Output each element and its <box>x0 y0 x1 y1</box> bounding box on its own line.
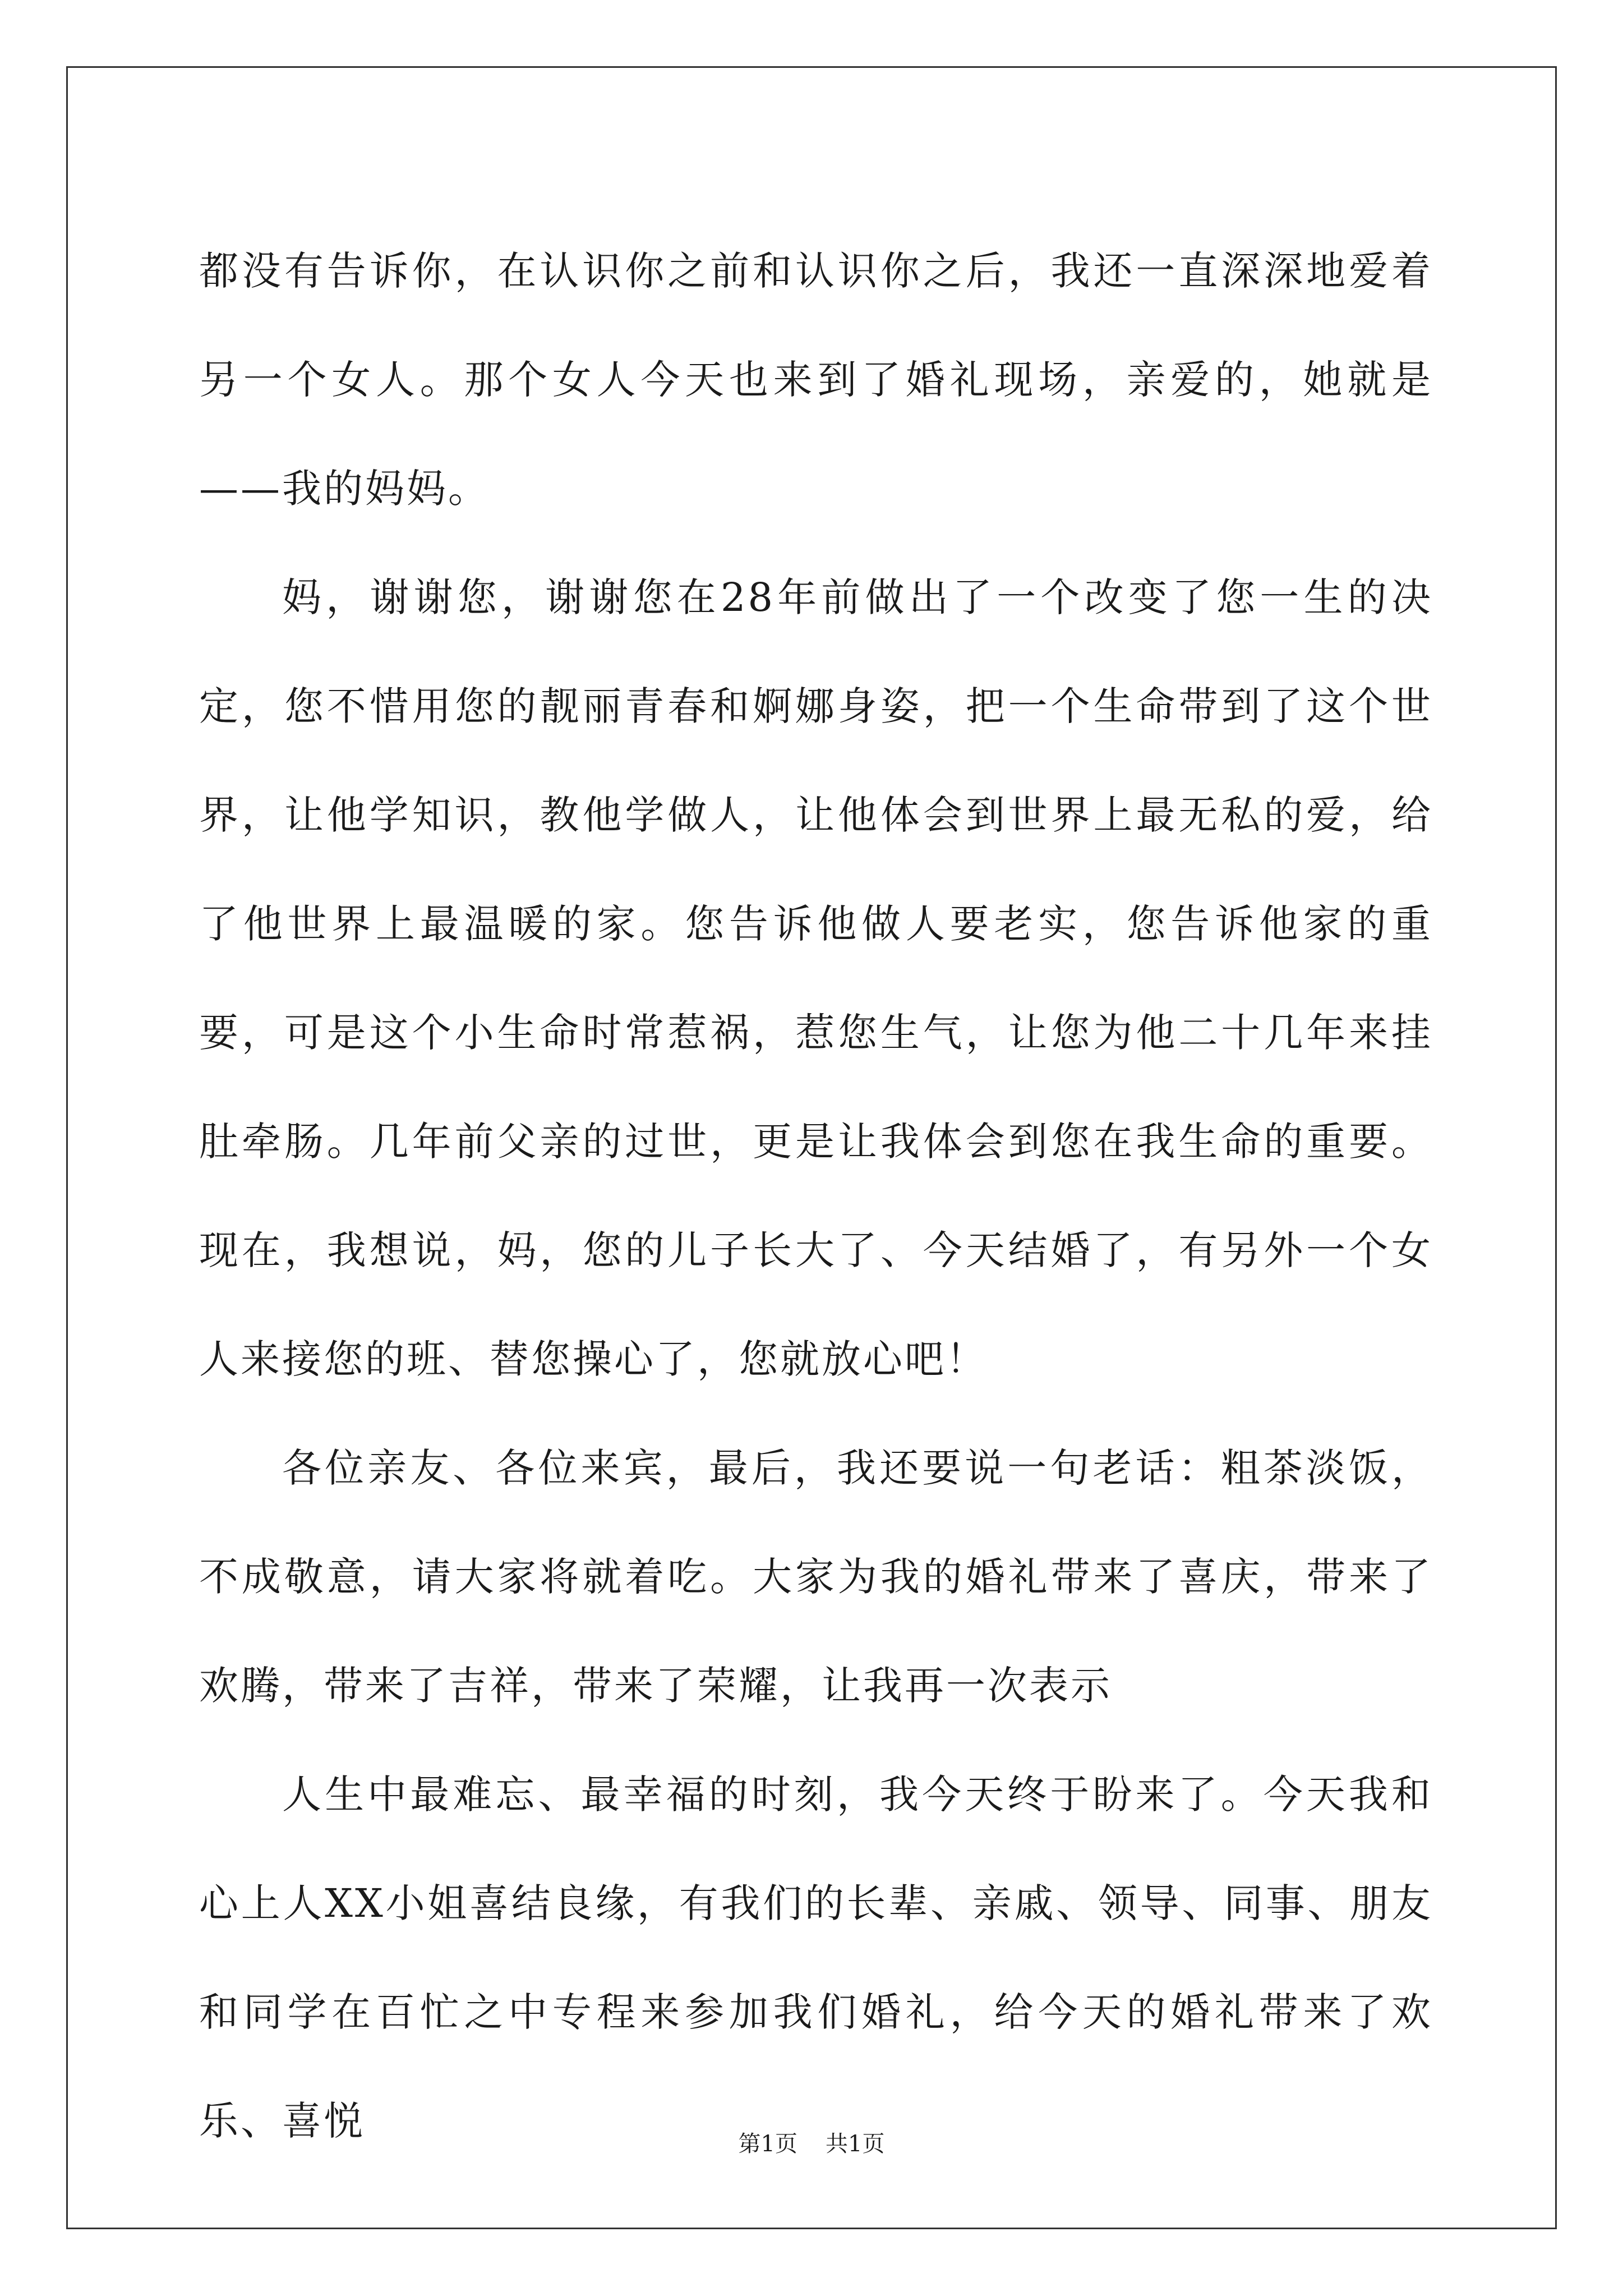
document-body <box>199 217 1433 2175</box>
page-total: 共1页 <box>826 2131 885 2157</box>
page-number: 第1页 <box>738 2131 797 2157</box>
paragraph-2: 妈，谢谢您，谢谢您在28年前做出了一个改变了您一生的决定，您不惜用您的靓丽青春和婀娜身姿，把一个生命带到了这个世界，让他学知识，教他学做人，让他体会到世界上最无私的爱，给了他世界上最温暖的家。您告诉他做人要老实，您告诉他家的重要，可是这个小生命时常惹祸，惹您生气，让您为他二十几年来挂肚牵肠。几年前父亲的过世，更是让我体会到您在我生命的重要。现在，我想说，妈，您的儿子长大了、今天结婚了，有另外一个女人来接您的班、替您操心了，您就放心吧！ <box>199 574 1433 1382</box>
paragraph-4: 人生中最难忘、最幸福的时刻，我今天终于盼来了。今天我和心上人XX小姐喜结良缘，有我们的长辈、亲戚、领导、同事、朋友和同学在百忙之中专程来参加我们婚礼，给今天的婚礼带来了欢乐、喜悦 <box>199 1772 1433 2144</box>
paragraph-1: 都没有告诉你，在认识你之前和认识你之后，我还一直深深地爱着另一个女人。那个女人今天也来到了婚礼现场，亲爱的，她就是——我的妈妈。 <box>199 248 1433 512</box>
paragraph-3: 各位亲友、各位来宾，最后，我还要说一句老话：粗茶淡饭，不成敬意，请大家将就着吃。大家为我的婚礼带来了喜庆，带来了欢腾，带来了吉祥，带来了荣耀，让我再一次表示 <box>199 1445 1433 1709</box>
page-footer <box>0 2127 1623 2161</box>
